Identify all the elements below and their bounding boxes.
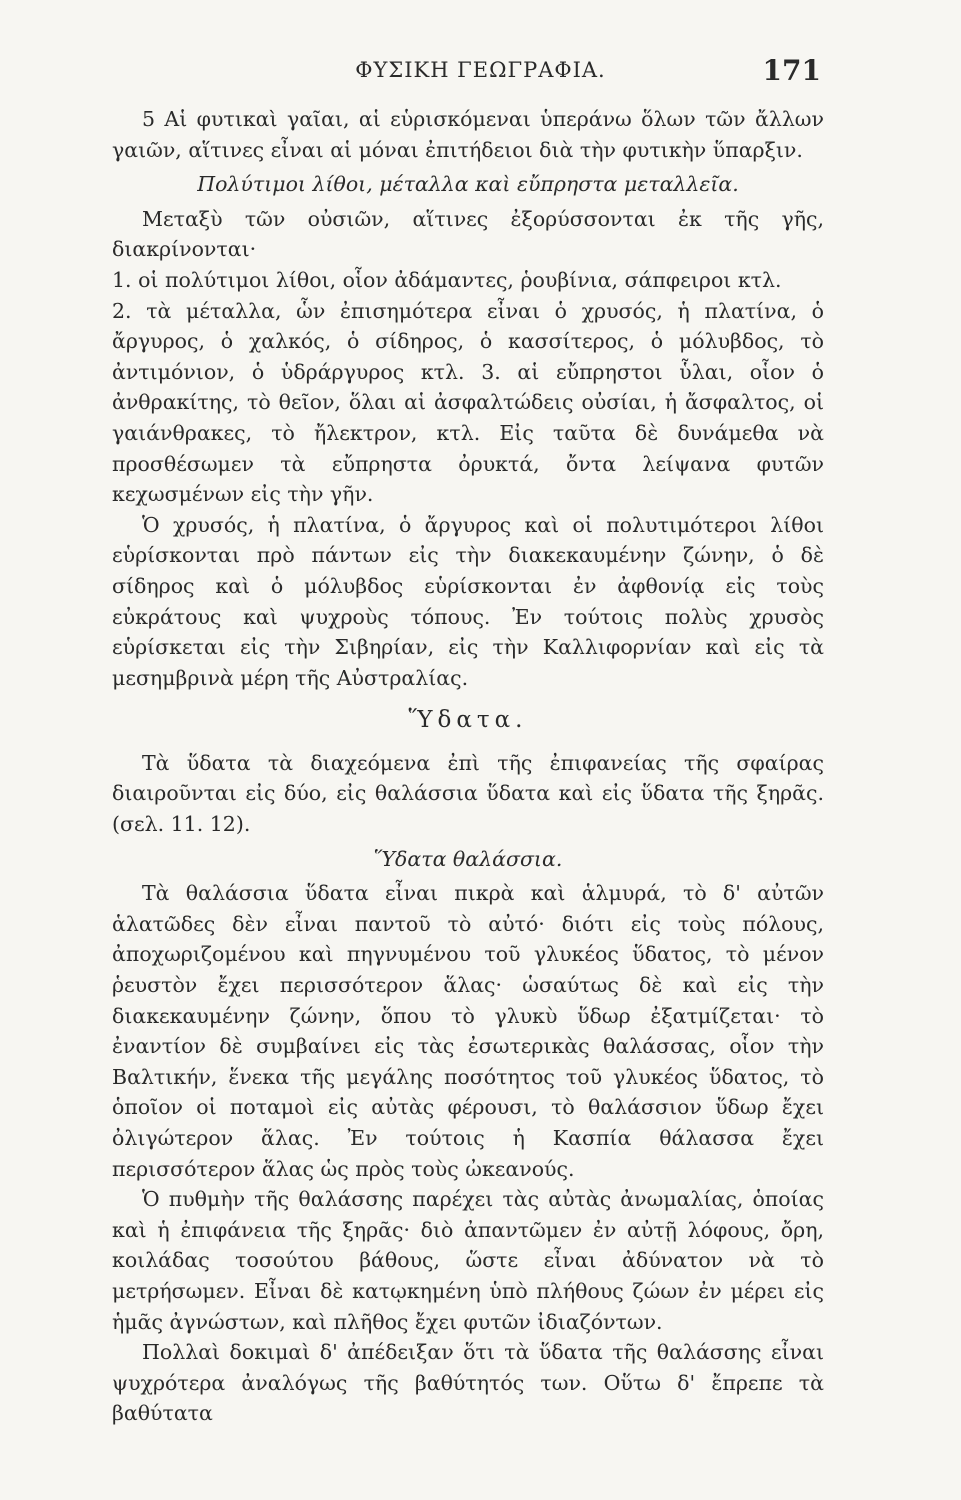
paragraph-plant-soils: 5 Αἱ φυτικαὶ γαῖαι, αἱ εὑρισκόμεναι ὑπεράνω ὅλων τῶν ἄλλων γαιῶν, αἵτινες εἶναι αἱ μόναι ἐπιτήδειοι διὰ τὴν φυτικὴν ὕπαρξιν. — [112, 107, 824, 162]
section-heading-minerals: Πολύτιμοι λίθοι, μέταλλα καὶ εὔπρηστα μεταλλεῖα. — [197, 172, 739, 197]
paragraph-sea-salinity: Τὰ θαλάσσια ὕδατα εἶναι πικρὰ καὶ ἁλμυρά, τὸ δ' αὐτῶν ἁλατῶδες δὲν εἶναι παντοῦ τὸ αὐτό· διότι εἰς τοὺς πόλους, ἀποχωριζομένου καὶ πηγνυμένου τοῦ γλυκέος ὕδατος, τὸ μένον ῥευστὸν ἔχει περισσότερον ἅλας· ὡσαύτως δὲ καὶ εἰς τὴν διακεκαυμένην ζώνην, ὅπου τὸ γλυκὺ ὕδωρ ἐξατμίζεται· τὸ ἐναντίον δὲ συμβαίνει εἰς τὰς ἐσωτερικὰς θαλάσσας, οἷον τὴν Βαλτικήν, ἕνεκα τῆς μεγάλης ποσότητος τοῦ γλυκέος ὕδατος, τὸ ὁποῖον οἱ ποταμοὶ εἰς αὐτὰς φέρουσι, τὸ θαλάσσιον ὕδωρ ἔχει ὀλιγώτερον ἅλας. Ἐν τούτοις ἡ Κασπία θάλασσα ἔχει περισσότερον ἅλας ὡς πρὸς τοὺς ὠκεανούς. — [112, 881, 824, 1181]
paragraph-sea-temperature: Πολλαὶ δοκιμαὶ δ' ἀπέδειξαν ὅτι τὰ ὕδατα τῆς θαλάσσης εἶναι ψυχρότερα ἀναλόγως τῆς βαθύτητός των. Οὕτω δ' ἔπρεπε τὰ βαθύτατα — [112, 1340, 824, 1426]
running-title: ΦΥΣΙΚΗ ΓΕΩΓΡΑΦΙΑ. — [355, 58, 606, 82]
page-number: 171 — [762, 54, 821, 87]
paragraph-sea-floor: Ὁ πυθμὴν τῆς θαλάσσης παρέχει τὰς αὐτὰς ἀνωμαλίας, ὁποίας καὶ ἡ ἐπιφάνεια τῆς ξηρᾶς· διὸ ἀπαντῶμεν ἐν αὐτῇ λόφους, ὄρη, κοιλάδας τοσούτου βάθους, ὥστε εἶναι ἀδύνατον νὰ τὸ μετρήσωμεν. Εἶναι δὲ κατῳκημένη ὑπὸ πλήθους ζώων ἐν μέρει εἰς ἡμᾶς ἀγνώστων, καὶ πλῆθος ἔχει φυτῶν ἰδιαζόντων. — [112, 1187, 824, 1334]
section-heading-sea-waters: Ὕδατα θαλάσσια. — [373, 846, 563, 871]
page-body — [112, 104, 824, 1429]
paragraph-precious-stones: 1. οἱ πολύτιμοι λίθοι, οἷον ἀδάμαντες, ῥουβίνια, σάπφειροι κτλ. — [112, 267, 782, 292]
paragraph-waters-division: Τὰ ὕδατα τὰ διαχεόμενα ἐπὶ τῆς ἐπιφανείας τῆς σφαίρας διαιροῦνται εἰς δύο, εἰς θαλάσσια ὕδατα καὶ εἰς ὕδατα τῆς ξηρᾶς. (σελ. 11. 12). — [112, 750, 824, 837]
paragraph-substances: Μεταξὺ τῶν οὐσιῶν, αἵτινες ἐξορύσσονται ἐκ τῆς γῆς, διακρίνονται· — [112, 206, 824, 262]
section-heading-waters: Ὕδατα. — [408, 707, 528, 734]
paragraph-metals: 2. τὰ μέταλλα, ὧν ἐπισημότερα εἶναι ὁ χρυσός, ἡ πλατίνα, ὁ ἄργυρος, ὁ χαλκός, ὁ σίδηρος, ὁ κασσίτερος, ὁ μόλυβδος, τὸ ἀντιμόνιον, ὁ ὑδράργυρος κτλ. 3. αἱ εὔπρηστοι ὗλαι, οἷον ὁ ἀνθρακίτης, τὸ θεῖον, ὅλαι αἱ ἀσφαλτώδεις οὐσίαι, ἡ ἄσφαλτος, οἱ γαιάνθρακες, τὸ ἤλεκτρον, κτλ. Εἰς ταῦτα δὲ δυνάμεθα νὰ προσθέσωμεν τὰ εὔπρηστα ὀρυκτά, ὄντα λείψανα φυτῶν κεχωσμένων εἰς τὴν γῆν. — [112, 298, 824, 507]
page-header — [0, 54, 961, 94]
paragraph-gold-locations: Ὁ χρυσός, ἡ πλατίνα, ὁ ἄργυρος καὶ οἱ πολυτιμότεροι λίθοι εὑρίσκονται πρὸ πάντων εἰς τὴν διακεκαυμένην ζώνην, ὁ δὲ σίδηρος καὶ ὁ μόλυβδος εὑρίσκονται ἐν ἀφθονίᾳ εἰς τοὺς εὐκράτους καὶ ψυχροὺς τόπους. Ἐν τούτοις πολὺς χρυσὸς εὑρίσκεται εἰς τὴν Σιβηρίαν, εἰς τὴν Καλλιφορνίαν καὶ εἰς τὰ μεσημβρινὰ μέρη τῆς Αὐστραλίας. — [112, 512, 824, 690]
